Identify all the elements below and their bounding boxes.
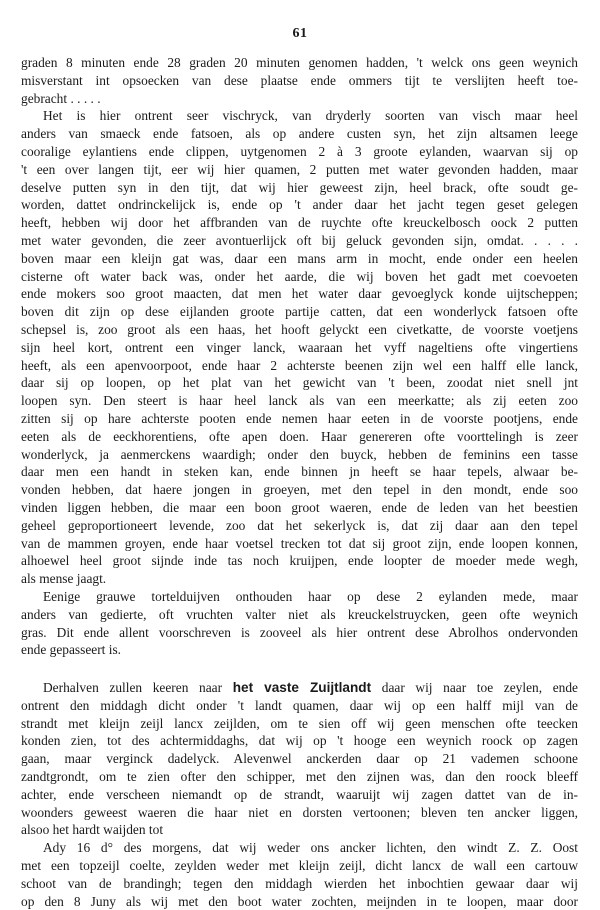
paragraph	[21, 107, 578, 588]
text-line: strandt met kleijn zeijl lancx zeijlden, om te sien off wij geen menschen ofte teecken	[21, 715, 578, 731]
text-line: ontrent den middagh dicht onder 't landt quamen, daar wij op een halff mijl van de	[21, 697, 578, 713]
text-line: met water gevonden, die zeer avontuerlijck oft bij geluck gevonden sijn, omdat. . . . .	[21, 232, 578, 248]
text-line: alsoo het hardt waijden tot	[21, 822, 164, 838]
text-line: loopen syn. Den steert is haar heel lanck als van een meerkatte; als zij eeten zoo	[21, 393, 578, 409]
body-text	[21, 54, 578, 910]
paragraph	[21, 839, 578, 910]
text-line: cisterne oft water back was, onder het aarde, die wij boven het gadt met coevoeten	[21, 268, 578, 284]
text-line: worden, dattet ondrinckelijck is, ende op 't ander daar het jacht tegen geset gelegen	[21, 197, 578, 213]
text-line: boven maar een kleijn gat was, daar een mans arm in mocht, ende onder een heelen	[21, 250, 578, 266]
text-line: schoot van de brandingh; tegen den middagh wierden het inbochtien gewaar daar wij	[21, 875, 578, 891]
text-line: graden 8 minuten ende 28 graden 20 minuten genomen hadden, 't welck ons geen weynich	[21, 55, 578, 70]
text-line: konden zien, tot des achtermiddaghs, dat wij op 't hooge een weynich roock op zagen	[21, 733, 578, 749]
text-line: met een topzeijl coelte, zeylden weder met kleijn zeijl, dicht lancx de wall een cartouw	[21, 858, 578, 874]
text-line: anders van gedierte, oft vruchten valter niet als kreuckelstruycken, geen ofte weynich	[21, 606, 578, 622]
text-line	[21, 679, 578, 697]
text-line: woonders geweest waeren die haar niet en dorsten vertoonen; bleven ten ancker liggen,	[21, 804, 578, 820]
text-line: 't een over langen tijt, eer wij hier quamen, 2 putten met water gevonden hadden, maar	[21, 161, 578, 177]
text-line: heeft, als een apenvoorpoot, ende haar 2 achterste beenen zijn wel een halff elle lanck,	[21, 357, 578, 373]
text-line: anders van smaeck ende fatsoen, als op andere custen syn, het zijn altsamen leege	[21, 126, 578, 142]
text-line: vinden liggen hebben, die maar een boon groot waeren, ende de leden van het beestien	[21, 499, 578, 515]
text-line: misverstant int opsoecken van dese plaatse ende ommers tijt te verslijten heeft toe-	[21, 72, 578, 88]
text-line: Ady 16 d° des morgens, dat wij weder ons ancker lichten, den windt Z. Z. Oost	[43, 840, 578, 856]
text-line: cooralige eylantiens ende clippen, uytgenomen 2 à 3 groote eylanden, waarvan sij op	[21, 143, 578, 159]
text-line: daar men een handt in steken kan, ende binnen jn heeft se haar tepels, alwaar be-	[21, 464, 578, 480]
text-line: daar sij op loopen, op het plat van het gewicht van 't been, zoodat niet snell jnt	[21, 375, 578, 391]
text-line: deselve putten syn in den tijt, dat wij hier geweest zijn, heel brack, ofte soudt ge-	[21, 179, 578, 195]
page-number: 61	[292, 26, 308, 41]
text-line: ende gepasseert is.	[21, 642, 122, 658]
text-line: als mense jaagt.	[21, 571, 107, 587]
text-line: eeten als de eeckhorentiens, ofte apen doen. Haar genereren ofte voorttelingh is zeer	[21, 428, 578, 444]
text-line: alhoewel heel groot sijnde inde tas noch kruijpen, ende loopter de moeder mede wegh,	[21, 553, 578, 569]
text-segment: daar wij naar toe zeylen, ende	[371, 680, 578, 696]
text-line: geheel geproportioneert levende, zoo dat het sekerlyck is, dat zij daar aan den tepel	[21, 517, 578, 533]
text-line: gaan, maar verginck dadelyck. Alevenwel anckerden daar op 21 vademen schoone	[21, 751, 578, 767]
text-line: boven dit zijn op dese eijlanden groote partije catten, dat een wonderlyck fatsoen ofte	[21, 304, 578, 320]
text-line: Eenige grauwe torteldui‌jven onthouden haar op dese 2 eylanden mede, maar	[43, 588, 578, 604]
text-segment: Derhalven zullen keeren naar	[43, 680, 233, 696]
text-line: van de mammen groyen, ende haar voetsel trecken tot dat sij groot zijn, ende loopen konnen,	[21, 535, 578, 551]
text-line: zandtgrondt, om te zien ofter den schipper, met den zijnen was, dan den roock bleeff	[21, 769, 578, 785]
text-line: heeft, hebben wij door het affbranden van de ruychte ofte kreuckelbosch oock 2 putten	[21, 215, 578, 231]
text-line: schepsel is, zoo groot als een haas, het hooft gelyckt een civetkatte, de voorste voetjens	[21, 321, 578, 337]
emphasized-place-name: het vaste Zuijtlandt	[232, 680, 372, 696]
text-line: gras. Dit ende allent voorschreven is zooveel als hier ontrent dese Abrolhos ondervonden	[21, 624, 578, 640]
paragraph	[21, 54, 578, 107]
text-line: ende mokers soo groot maacten, dat men het water daar gevoeglyck konde uijtscheppen;	[21, 286, 578, 302]
paragraph	[21, 679, 578, 839]
text-line: vonden hebben, dat haere jongen in groeyen, met den tepel in den mondt, ende soo	[21, 482, 578, 498]
text-line: Het is hier ontrent seer vischryck, van dryderly soorten van visch maar heel	[43, 108, 578, 124]
text-line: sijn heel kort, ontrent een vinger lanck, waaraan het vyff nageltiens ofte vingertiens	[21, 339, 578, 355]
text-line: achter, ende verscheen niemandt op de strandt, waaruijt wij zagen dattet van de in-	[21, 786, 578, 802]
text-line: op den 8 Juny als wij met den boot water zochten, meijnden in te loopen, maar door	[21, 893, 578, 909]
paragraph-gap	[21, 659, 578, 679]
text-line: zitten sij op hare achterste pooten ende nemen haar eeten in de voorste pootjens, ende	[21, 410, 578, 426]
paragraph	[21, 588, 578, 659]
text-line: wonderlyck, ja aenmerckens waardigh; onder den buyck, hebben de feminins een tasse	[21, 446, 578, 462]
text-line: gebracht . . . . .	[21, 90, 101, 106]
